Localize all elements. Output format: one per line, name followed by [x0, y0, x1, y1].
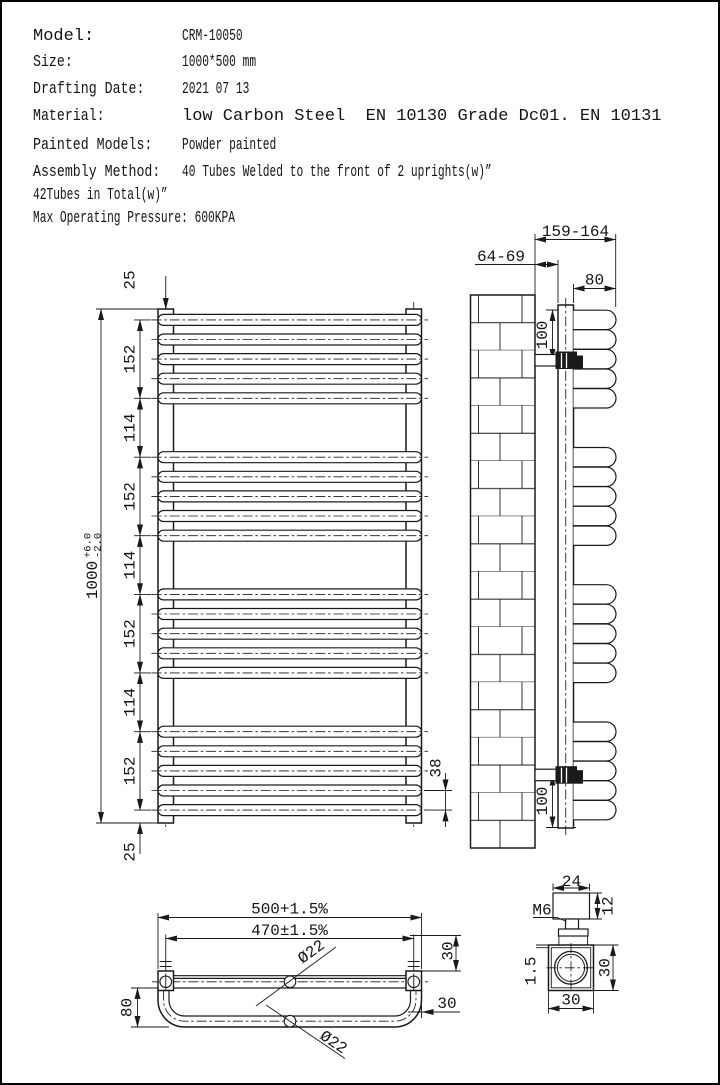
dim-group-span: 152	[121, 756, 140, 786]
side-upright-bar	[558, 298, 574, 835]
spec-value: CRM-10050	[182, 27, 243, 46]
dim-rail-depth: 80	[584, 271, 605, 290]
svg-text:1000: 1000	[84, 560, 102, 600]
spec-label: Model:	[33, 27, 95, 46]
spec-value: low Carbon Steel EN 10130 Grade Dc01. EN 10131	[182, 107, 662, 126]
brick-wall	[471, 295, 536, 848]
dim-group-span: 152	[121, 344, 140, 374]
dim-loop-depth: 80	[118, 997, 137, 1018]
dim-group-span: 152	[121, 482, 140, 511]
dim-group-gap: 114	[121, 413, 140, 443]
dim-edge-offset: 30	[437, 995, 457, 1013]
dim-fixing-centres: 470±1.5%	[251, 921, 328, 940]
dim-boss-height: 12	[599, 896, 618, 916]
spec-label: Size:	[33, 53, 73, 72]
m6-stud	[566, 919, 579, 929]
spec-value: 2021 07 13	[182, 80, 250, 99]
plan-view	[119, 901, 462, 1059]
wall-bracket-bottom	[535, 766, 583, 784]
square-tube-section	[547, 943, 596, 993]
spec-value: Powder painted	[182, 136, 277, 155]
front-elevation	[83, 270, 453, 861]
wall-bracket-top	[535, 352, 583, 370]
spec-label: Material:	[33, 107, 105, 126]
side-tube-loops	[574, 310, 616, 820]
side-section	[471, 223, 616, 848]
svg-text:-2.0: -2.0	[92, 532, 105, 558]
dim-overall-height	[83, 533, 105, 599]
dim-overall-width: 500+1.5%	[251, 900, 328, 919]
spec-value: 40 Tubes Welded to the front of 2 uprights(w)”	[182, 163, 492, 182]
dim-wall-to-face: 159-164	[541, 223, 610, 241]
dim-bottom-gap: 25	[121, 842, 140, 862]
dim-bracket-offset-top: 100	[534, 320, 552, 350]
bracket-detail	[523, 873, 619, 1014]
dim-group-gap: 114	[121, 687, 140, 717]
dim-section-size: 30	[561, 991, 581, 1010]
dim-bracket-offset-bottom: 100	[534, 786, 552, 816]
dim-wall-thickness: 1.5	[522, 956, 541, 986]
dim-top-gap: 25	[121, 270, 140, 290]
dim-group-span: 152	[121, 619, 140, 649]
dim-group-gap: 114	[121, 550, 140, 580]
dim-tube-diameter: Ø22	[294, 936, 329, 969]
spec-note: 42Tubes in Total(w)”	[33, 186, 168, 205]
svg-text:+6.0: +6.0	[82, 532, 95, 558]
dim-tube-diameter: Ø22	[316, 1027, 351, 1059]
dim-tube-pitch: 38	[427, 758, 446, 778]
front-tubes	[152, 314, 429, 815]
spec-label: Assembly Method:	[33, 163, 161, 182]
spec-pressure: Max Operating Pressure: 600KPA	[33, 209, 236, 228]
spec-label: Painted Models:	[33, 136, 153, 155]
dim-section-size: 30	[596, 958, 615, 978]
bracket-boss	[553, 893, 590, 919]
dim-wall-to-bracket: 64-69	[476, 248, 526, 266]
spec-label: Drafting Date:	[33, 80, 145, 99]
dim-edge-offset: 30	[439, 941, 458, 961]
bracket-flange	[559, 929, 589, 936]
dim-boss-width: 24	[561, 873, 582, 891]
dim-thread: M6	[532, 901, 552, 920]
spec-value: 1000*500 mm	[182, 53, 257, 72]
